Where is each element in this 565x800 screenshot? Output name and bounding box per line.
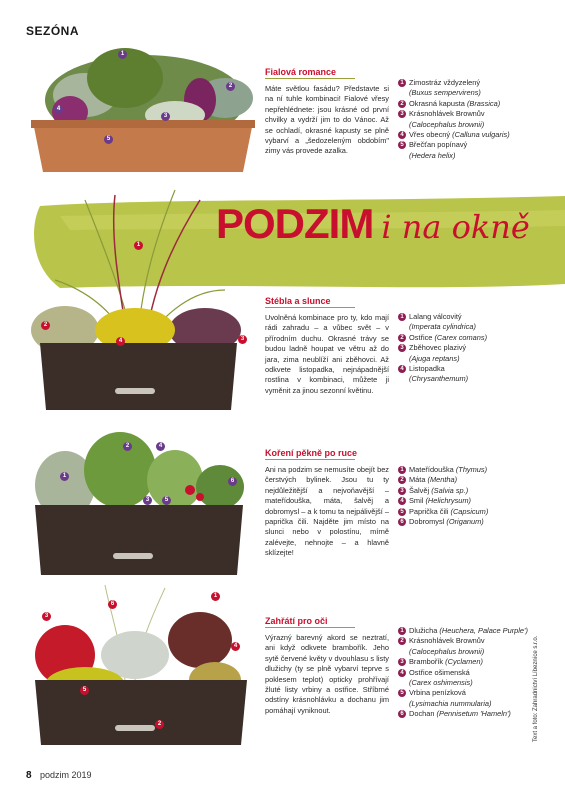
block-1-title: Fialová romance bbox=[265, 67, 337, 77]
page-number: 8 bbox=[26, 770, 32, 781]
plant-item: 4 Vřes obecný (Calluna vulgaris) bbox=[398, 130, 548, 140]
block-2-text: Uvolněná kombinace pro ty, kdo mají rádi zahradu – a vůbec svět – v přírodním duchu. Okrasné trávy se budou ladně houpat ve větru až do jara, zima neublíží ani zběhovci. Až odkvete listopadka, nejnápadnější rostlina v kombinaci, můžete ji vyměnit za jinou sezonní květinu. bbox=[265, 313, 389, 395]
photo2-marker-1: 1 bbox=[134, 241, 143, 250]
issue-label: podzim 2019 bbox=[40, 770, 92, 780]
plant-item: 6 Dobromysl (Origanum) bbox=[398, 517, 548, 527]
photo3-marker-5: 5 bbox=[162, 496, 171, 505]
plant-item: 3 Krásnohlávek Brownův (Calocephalus brownii) bbox=[398, 109, 548, 130]
photo1-marker-1: 1 bbox=[118, 50, 127, 59]
plant-item: 4 Ostřice ošimenská (Carex oshimensis) bbox=[398, 668, 538, 689]
photo1-marker-4: 4 bbox=[54, 105, 63, 114]
block-3-title: Koření pěkně po ruce bbox=[265, 448, 358, 458]
photo-credit: Text a foto: Zahradnictví Líbezníce s.r.o. bbox=[533, 635, 539, 742]
plant-item: 2 Ostřice (Carex comans) bbox=[398, 333, 548, 343]
photo3-marker-2: 2 bbox=[123, 442, 132, 451]
headline-bold: PODZIM bbox=[216, 200, 374, 247]
planter-photo-4 bbox=[25, 580, 255, 750]
photo4-marker-6: 6 bbox=[108, 600, 117, 609]
photo2-marker-4: 4 bbox=[116, 337, 125, 346]
block-4-text: Výrazný barevný akord se neztratí, ani když odkvete brambořík. Jeho sytě červené květy v dvouhlasu s listy dlužichy (ty se plně vybarví teprve s poklesem teplot) opticky prohřívají žluté listy vrbiny a ostřice. Stříbrné odstíny krásnohlávku a dochanu jim pomáhají vyniknout. bbox=[265, 633, 389, 715]
plant-item: 6 Dochan (Pennisetum 'Hameln') bbox=[398, 709, 538, 719]
plant-item: 3 Zběhovec plazivý (Ajuga reptans) bbox=[398, 343, 548, 364]
photo2-marker-3: 3 bbox=[238, 335, 247, 344]
planter-photo-3 bbox=[25, 425, 250, 580]
plant-item: 2 Máta (Mentha) bbox=[398, 475, 548, 485]
block-2-plant-list bbox=[398, 312, 548, 385]
photo2-marker-2: 2 bbox=[41, 321, 50, 330]
section-label: SEZÓNA bbox=[26, 24, 80, 38]
photo4-marker-5: 5 bbox=[80, 686, 89, 695]
photo4-marker-4: 4 bbox=[231, 642, 240, 651]
block-4-plant-list bbox=[398, 626, 538, 720]
block-1-plant-list bbox=[398, 78, 548, 161]
photo1-marker-3: 3 bbox=[161, 112, 170, 121]
block-4-title: Zahřátí pro oči bbox=[265, 616, 328, 626]
plant-item: 1 Dlužicha (Heuchera, Palace Purple') bbox=[398, 626, 538, 636]
photo4-marker-3: 3 bbox=[42, 612, 51, 621]
photo3-marker-3: 3 bbox=[143, 496, 152, 505]
plant-item: 3 Brambořík (Cyclamen) bbox=[398, 657, 538, 667]
headline-italic: i na okně bbox=[381, 208, 530, 246]
block-1-text: Máte světlou fasádu? Představte si na ní tuhle kombinaci! Fialové vřesy nepřehlédnete: jsou krásné od první chvilky a vydrží jim to do Vánoc. Až se ochladí, okrasné kapusty se plně vybarví a „šedozeleným obdobím" zimy vás provede azalka. bbox=[265, 84, 389, 156]
plant-item: 1 Lalang válcovitý (Imperata cylindrica) bbox=[398, 312, 548, 333]
block-3-text: Ani na podzim se nemusíte obejít bez čerstvých bylinek. Jsou tu ty nejdůležitější a nejvoňavější – mateřídouška, máta, šalvěj a dobromysl – a k tomu ta nejpálivější – paprička čili. Najděte jim místo na slunci nebo v polostínu, mírně zalévejte, nehnojte – a hlavně sklízejte! bbox=[265, 465, 389, 558]
plant-item: 2 Krásnohlávek Brownův (Calocephalus brownii) bbox=[398, 636, 538, 657]
block-2-title: Stébla a slunce bbox=[265, 296, 331, 306]
plant-item: 2 Okrasná kapusta (Brassica) bbox=[398, 99, 548, 109]
plant-item: 3 Šalvěj (Salvia sp.) bbox=[398, 486, 548, 496]
photo1-marker-2: 2 bbox=[226, 82, 235, 91]
plant-item: 4 Smil (Helichrysum) bbox=[398, 496, 548, 506]
plant-item: 5 Paprička čili (Capsicum) bbox=[398, 507, 548, 517]
photo3-marker-1: 1 bbox=[60, 472, 69, 481]
block-3-plant-list bbox=[398, 465, 548, 527]
plant-item: 1 Zimostráz vždyzelený (Buxus sempervirens) bbox=[398, 78, 548, 99]
photo3-marker-6: 6 bbox=[228, 477, 237, 486]
photo4-marker-1: 1 bbox=[211, 592, 220, 601]
plant-item: 1 Mateřídouška (Thymus) bbox=[398, 465, 548, 475]
photo1-marker-5: 5 bbox=[104, 135, 113, 144]
photo3-marker-4: 4 bbox=[156, 442, 165, 451]
plant-item: 4 Listopadka (Chrysanthemum) bbox=[398, 364, 548, 385]
photo4-marker-2: 2 bbox=[155, 720, 164, 729]
planter-photo-2 bbox=[25, 180, 250, 415]
plant-item: 5 Břečťan popínavý (Hedera helix) bbox=[398, 140, 548, 161]
banner-headline bbox=[216, 200, 530, 248]
plant-item: 5 Vrbina penízková (Lysimachia nummularia) bbox=[398, 688, 538, 709]
